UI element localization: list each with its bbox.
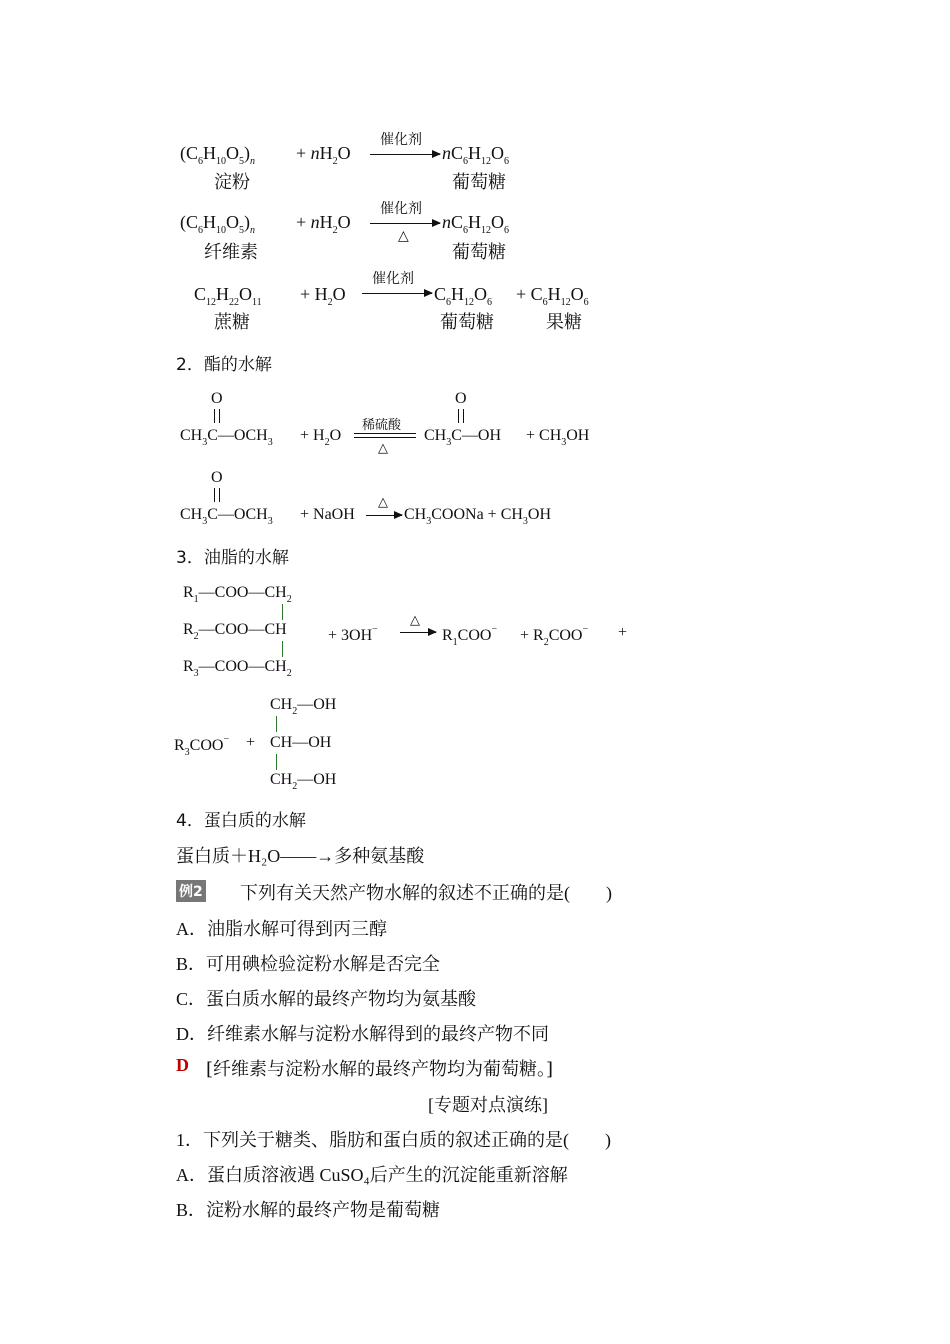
practice-header: [专题对点演练] xyxy=(428,1095,548,1115)
practice-question-1: 1．下列关于糖类、脂肪和蛋白质的叙述正确的是( ) xyxy=(176,1130,611,1150)
answer-explanation: [纤维素与淀粉水解的最终产物均为葡萄糖。] xyxy=(206,1059,554,1080)
answer-letter: D xyxy=(176,1055,189,1075)
starch-label: 淀粉 xyxy=(214,172,250,192)
glucose-label: 葡萄糖 xyxy=(452,172,506,192)
protein-equation: 蛋白质＋H₂O——→多种氨基酸 xyxy=(176,846,425,866)
option-d: D．纤维素水解与淀粉水解得到的最终产物不同 xyxy=(176,1024,549,1044)
option-c: C．蛋白质水解的最终产物均为氨基酸 xyxy=(176,989,477,1009)
example-badge: 例2 xyxy=(176,880,206,902)
glucose-label-3: 葡萄糖 xyxy=(440,312,494,332)
example-question: 下列有关天然产物水解的叙述不正确的是( ) xyxy=(240,883,612,903)
sucrose-label: 蔗糖 xyxy=(214,312,250,332)
option-a: A．油脂水解可得到丙三醇 xyxy=(176,919,387,939)
cellulose-label: 纤维素 xyxy=(204,242,258,262)
section-3-heading: 3．油脂的水解 xyxy=(176,548,289,568)
practice-option-a: A．蛋白质溶液遇 CuSO₄后产生的沉淀能重新溶解 xyxy=(176,1165,568,1185)
glucose-label-2: 葡萄糖 xyxy=(452,242,506,262)
practice-option-b: B．淀粉水解的最终产物是葡萄糖 xyxy=(176,1200,441,1220)
option-b: B．可用碘检验淀粉水解是否完全 xyxy=(176,954,441,974)
section-2-heading: 2．酯的水解 xyxy=(176,355,272,375)
section-4-heading: 4．蛋白质的水解 xyxy=(176,811,306,831)
fructose-label: 果糖 xyxy=(546,312,582,332)
